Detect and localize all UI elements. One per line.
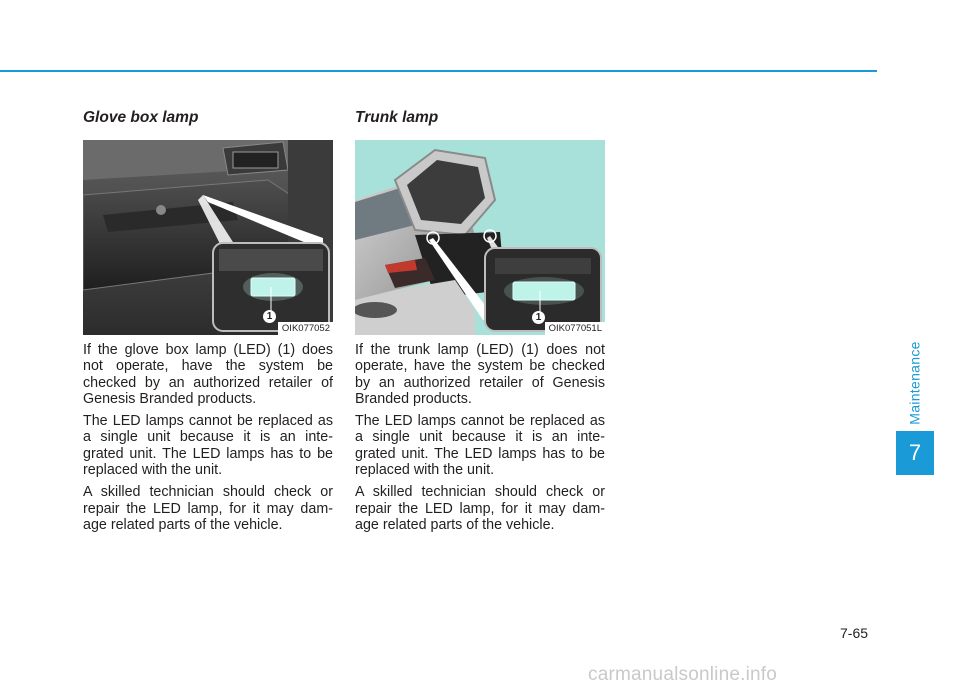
paragraph: If the trunk lamp (LED) (1) does not operate, have the system be checked by an authorized retailer of Genesis Branded products.	[355, 342, 605, 407]
chapter-name: Maintenance	[907, 341, 923, 425]
paragraph: If the glove box lamp (LED) (1) does not operate, have the system be checked by an authorized retailer of Genesis Branded products.	[83, 342, 333, 407]
glove-box-lamp-figure	[83, 140, 333, 335]
paragraph: A skilled technician should check or repair the LED lamp, for it may dam-age related parts of the vehicle.	[355, 484, 605, 533]
figure-code: OIK077052	[278, 322, 333, 335]
paragraph: The LED lamps cannot be replaced as a single unit because it is an inte-grated unit. The LED lamps has to be replaced with the unit.	[83, 413, 333, 479]
paragraph: A skilled technician should check or repair the LED lamp, for it may dam-age related parts of the vehicle.	[83, 484, 333, 533]
page-number: 7-65	[840, 625, 869, 641]
callout-number: 1	[532, 311, 545, 324]
glove-box-lamp-text	[83, 342, 333, 539]
watermark: carmanualsonline.info	[588, 664, 778, 685]
callout-number: 1	[263, 310, 276, 323]
trunk-lamp-figure	[355, 140, 605, 335]
trunk-lamp-text	[355, 342, 605, 539]
chapter-tab: 7	[896, 431, 934, 475]
paragraph: The LED lamps cannot be replaced as a single unit because it is an inte-grated unit. The LED lamps has to be replaced with the unit.	[355, 413, 605, 479]
glove-box-lamp-title: Glove box lamp	[83, 109, 199, 126]
chapter-side-label	[896, 340, 934, 426]
header-rule	[0, 70, 877, 72]
figure-code: OIK077051L	[545, 322, 605, 335]
trunk-lamp-title: Trunk lamp	[355, 109, 439, 126]
trunk-illustration	[355, 140, 605, 335]
glove-box-illustration	[83, 140, 333, 335]
